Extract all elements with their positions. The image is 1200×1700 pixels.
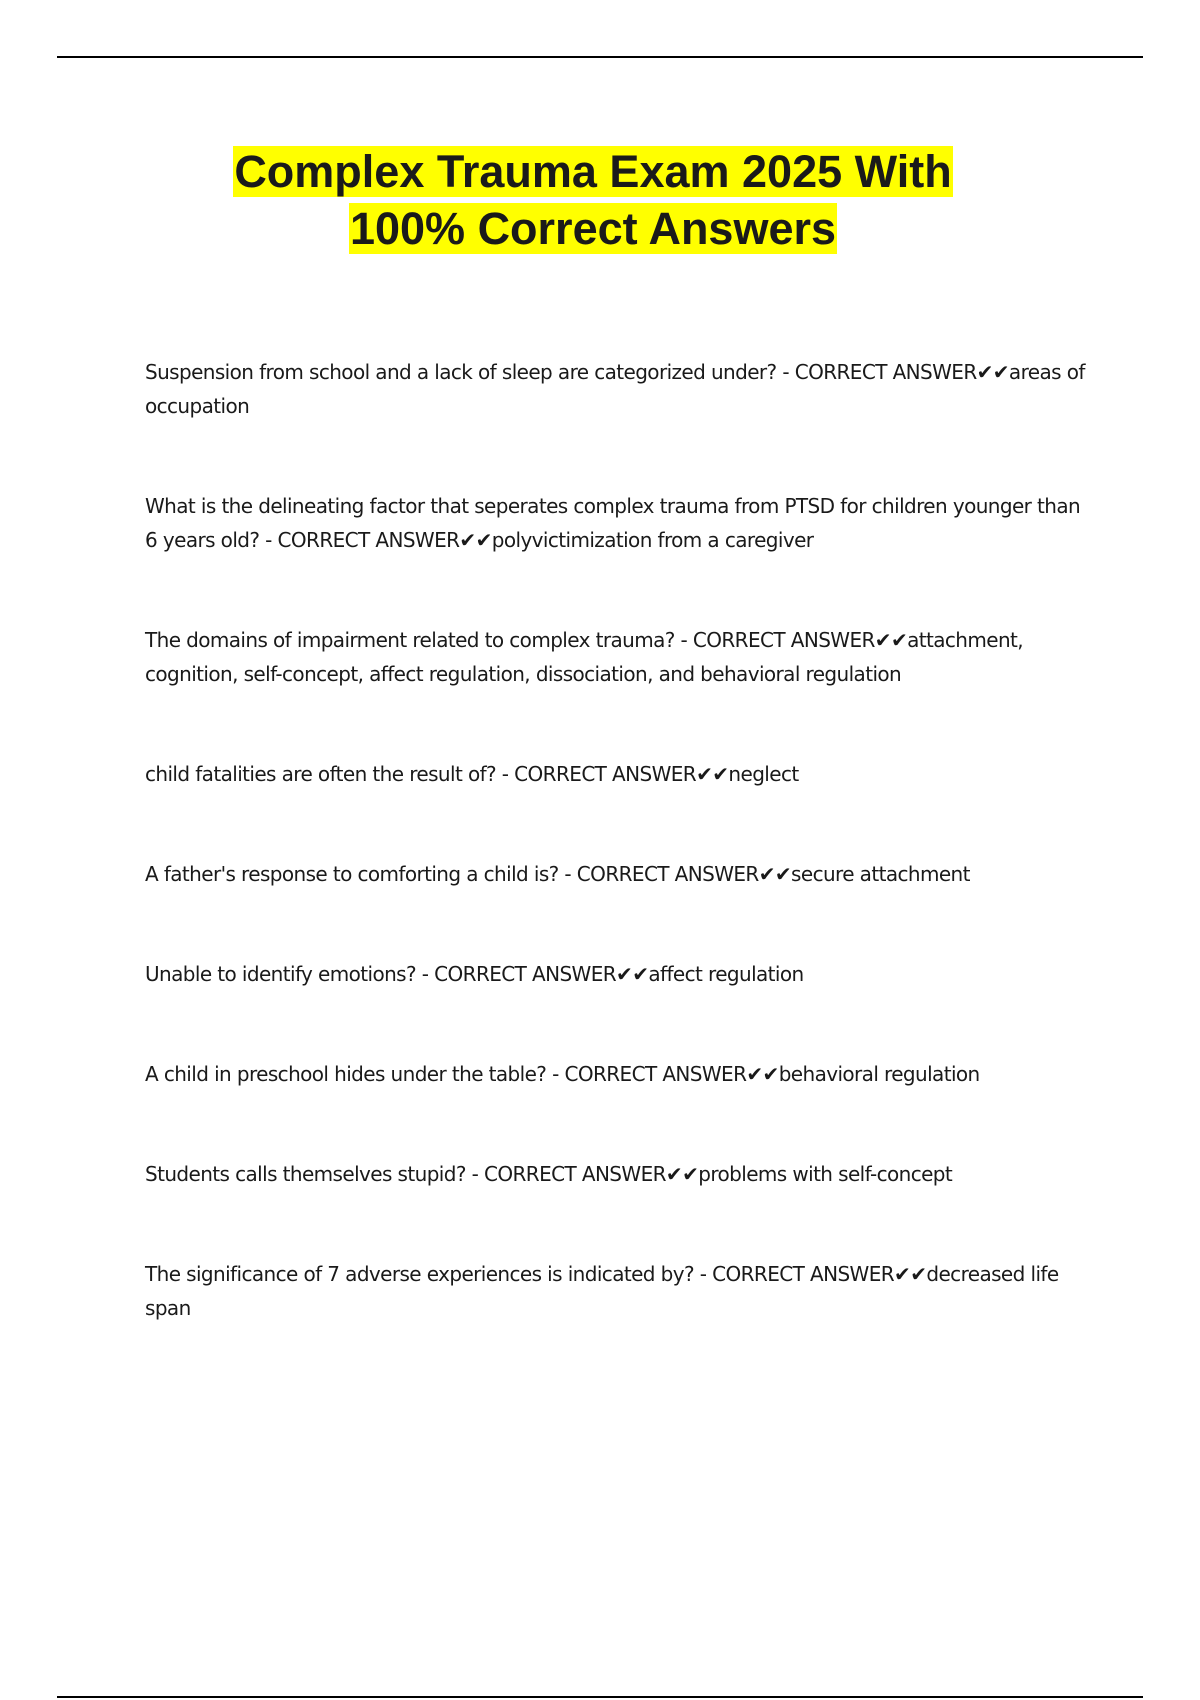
qa-item-9: The significance of 7 adverse experiences is indicated by? - CORRECT ANSWER✔✔decreased life span: [145, 1262, 1059, 1320]
top-rule: [57, 56, 1143, 58]
qa-item-5: A father's response to comforting a child is? - CORRECT ANSWER✔✔secure attachment: [145, 862, 970, 886]
qa-item-2: What is the delineating factor that seperates complex trauma from PTSD for children younger than 6 years old? - CORRECT ANSWER✔✔polyvictimization from a caregiver: [145, 494, 1081, 552]
qa-item-4: child fatalities are often the result of? - CORRECT ANSWER✔✔neglect: [145, 762, 799, 786]
qa-item-3: The domains of impairment related to complex trauma? - CORRECT ANSWER✔✔attachment, cognition, self-concept, affect regulation, dissociation, and behavioral regulation: [145, 628, 1024, 686]
title-line-1: Complex Trauma Exam 2025 With: [234, 146, 952, 197]
bottom-rule: [57, 1696, 1143, 1698]
qa-item-1: Suspension from school and a lack of sleep are categorized under? - CORRECT ANSWER✔✔areas of occupation: [145, 360, 1085, 418]
document-title: [0, 143, 1186, 257]
qa-item-8: Students calls themselves stupid? - CORRECT ANSWER✔✔problems with self-concept: [145, 1162, 953, 1186]
qa-item-6: Unable to identify emotions? - CORRECT ANSWER✔✔affect regulation: [145, 962, 804, 986]
title-line-2: 100% Correct Answers: [349, 203, 837, 254]
qa-item-7: A child in preschool hides under the table? - CORRECT ANSWER✔✔behavioral regulation: [145, 1062, 980, 1086]
